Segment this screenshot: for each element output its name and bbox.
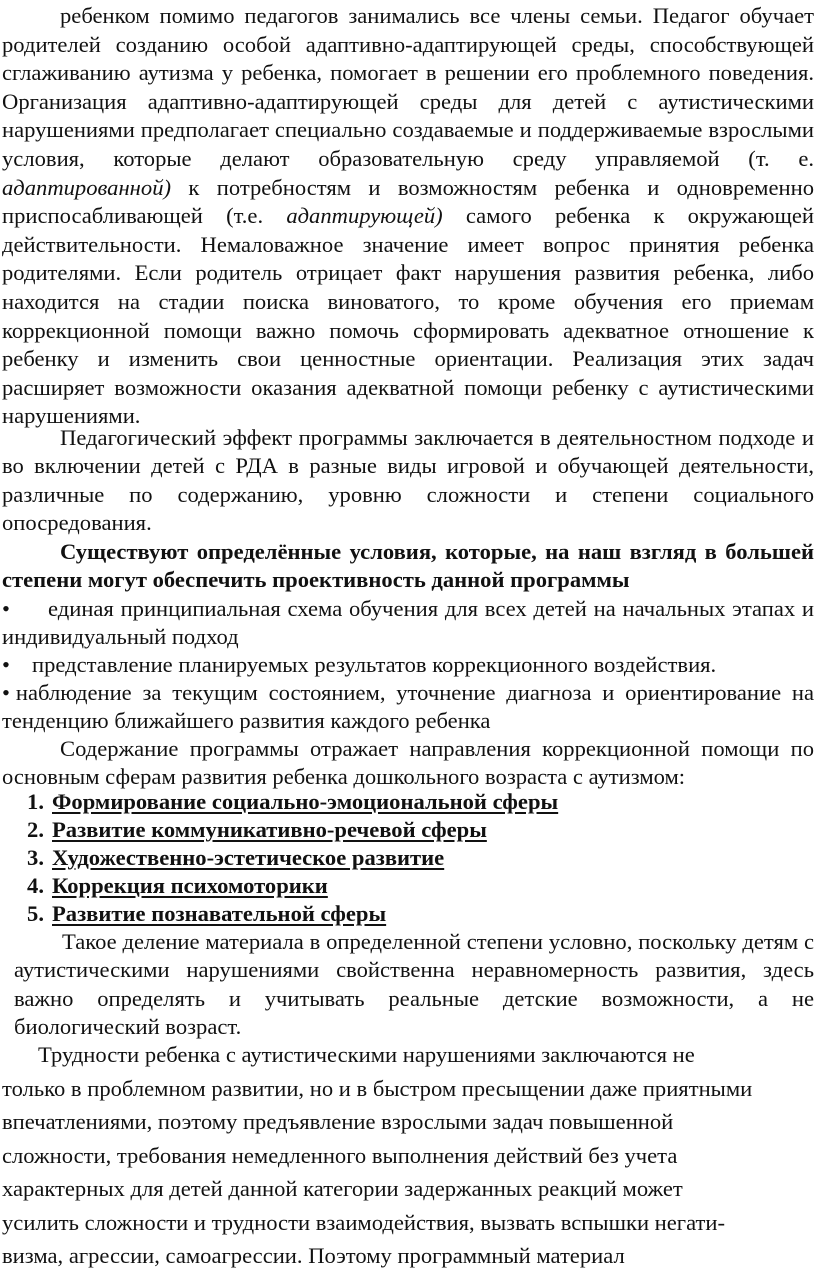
section-number: 4.: [27, 873, 44, 898]
section-number: 5.: [27, 901, 44, 926]
intro-text-end: самого ребенка к окружающей действительности. Немаловажное значение имеет вопрос принятия ребенка родителями. Если родитель отрицает факт нарушения развития ребенка, либо находится на стадии поиска виноватого, то кроме обучения его приемам коррекционной помощи важно помочь сформировать адекватное отношение к ребенку и изменить свои ценностные ориентации. Реализация этих задач расширяет возможности оказания адекватной помощи ребенку с аутистическими нарушениями.: [2, 203, 814, 429]
bullet-marker: •: [2, 596, 10, 621]
section-title: Коррекция психомоторики: [52, 873, 328, 898]
conditions-heading: Существуют определённые условия, которые, на наш взгляд в большей степени могут обеспечить проективность данной программы: [2, 539, 814, 593]
section-number: 2.: [27, 817, 44, 842]
section-title: Развитие коммуникативно-речевой сферы: [52, 817, 487, 842]
bullet-item: [2, 595, 814, 651]
difficulties-paragraph: [2, 1038, 814, 1273]
division-paragraph: Такое деление материала в определенной степени условно, поскольку детям с аутистическими нарушениями свойственна неравномерность развития, здесь важно определять и учитывать реальные детские возможности, а не биологический возраст.: [14, 929, 814, 1040]
section-item: [8, 788, 558, 816]
sections-list: [8, 788, 558, 928]
bullet-marker: •: [2, 652, 10, 677]
intro-italic-adapted: адаптированной): [2, 174, 172, 200]
section-number: 1.: [27, 789, 44, 814]
difficulties-line: впечатлениями, поэтому предъявление взрослыми задач повышенной: [2, 1109, 674, 1134]
bullet-item: [2, 651, 814, 679]
difficulties-line: сложности, требования немедленного выполнения действий без учета: [2, 1142, 678, 1168]
section-item: [8, 844, 558, 872]
section-item: [8, 872, 558, 900]
bullet-item: [2, 679, 814, 735]
bullet-marker: •: [2, 680, 10, 705]
difficulties-line: Трудности ребенка с аутистическими нарушениями заключаются не: [38, 1042, 695, 1067]
bullet-text: единая принципиальная схема обучения для всех детей на начальных этапах и индивидуальный подход: [2, 596, 814, 649]
content-paragraph: Содержание программы отражает направления коррекционной помощи по основным сферам развития ребенка дошкольного возраста с аутизмом:: [2, 736, 814, 789]
bullet-text: представление планируемых результатов коррекционного воздействия.: [32, 652, 717, 677]
section-title: Развитие познавательной сферы: [52, 901, 387, 926]
intro-text-start: ребенком помимо педагогов занимались все члены семьи. Педагог обучает родителей созданию особой адаптивно-адаптирующей среды, способствующей сглаживанию аутизма у ребенка, помогает в решении его проблемного поведения. Организация адаптивно-адаптирующей среды для детей с аутистическими нарушениями предполагает специально создаваемые и поддерживаемые взрослыми условия, которые делают образовательную среду управляемой (т. е.: [2, 3, 814, 171]
difficulties-line: визма, агрессии, самоагрессии. Поэтому программный материал: [2, 1243, 625, 1268]
difficulties-line: только в проблемном развитии, но и в быстром пресыщении даже приятными: [2, 1075, 753, 1101]
effect-paragraph: Педагогический эффект программы заключается в деятельностном подходе и во включении детей с РДА в разные виды игровой и обучающей деятельности, различные по содержанию, уровню сложности и степени социального опосредования.: [2, 425, 814, 536]
difficulties-line: характерных для детей данной категории задержанных реакций может: [2, 1176, 683, 1201]
bullet-text: наблюдение за текущим состоянием, уточнение диагноза и ориентирование на тенденцию ближайшего развития каждого ребенка: [2, 680, 814, 733]
section-item: [8, 900, 558, 928]
section-number: 3.: [27, 845, 44, 870]
section-title: Художественно-эстетическое развитие: [52, 845, 445, 870]
section-item: [8, 816, 558, 844]
section-title: Формирование социально-эмоциональной сферы: [52, 789, 559, 814]
intro-text-mid: к потребностям и возможностям ребенка и одновременно приспосабливающей (т.е.: [2, 174, 814, 229]
difficulties-line: усилить сложности и трудности взаимодействия, вызвать вспышки негати-: [2, 1209, 725, 1235]
intro-italic-adapting: адаптирующей): [286, 203, 443, 229]
intro-paragraph: [2, 2, 814, 431]
